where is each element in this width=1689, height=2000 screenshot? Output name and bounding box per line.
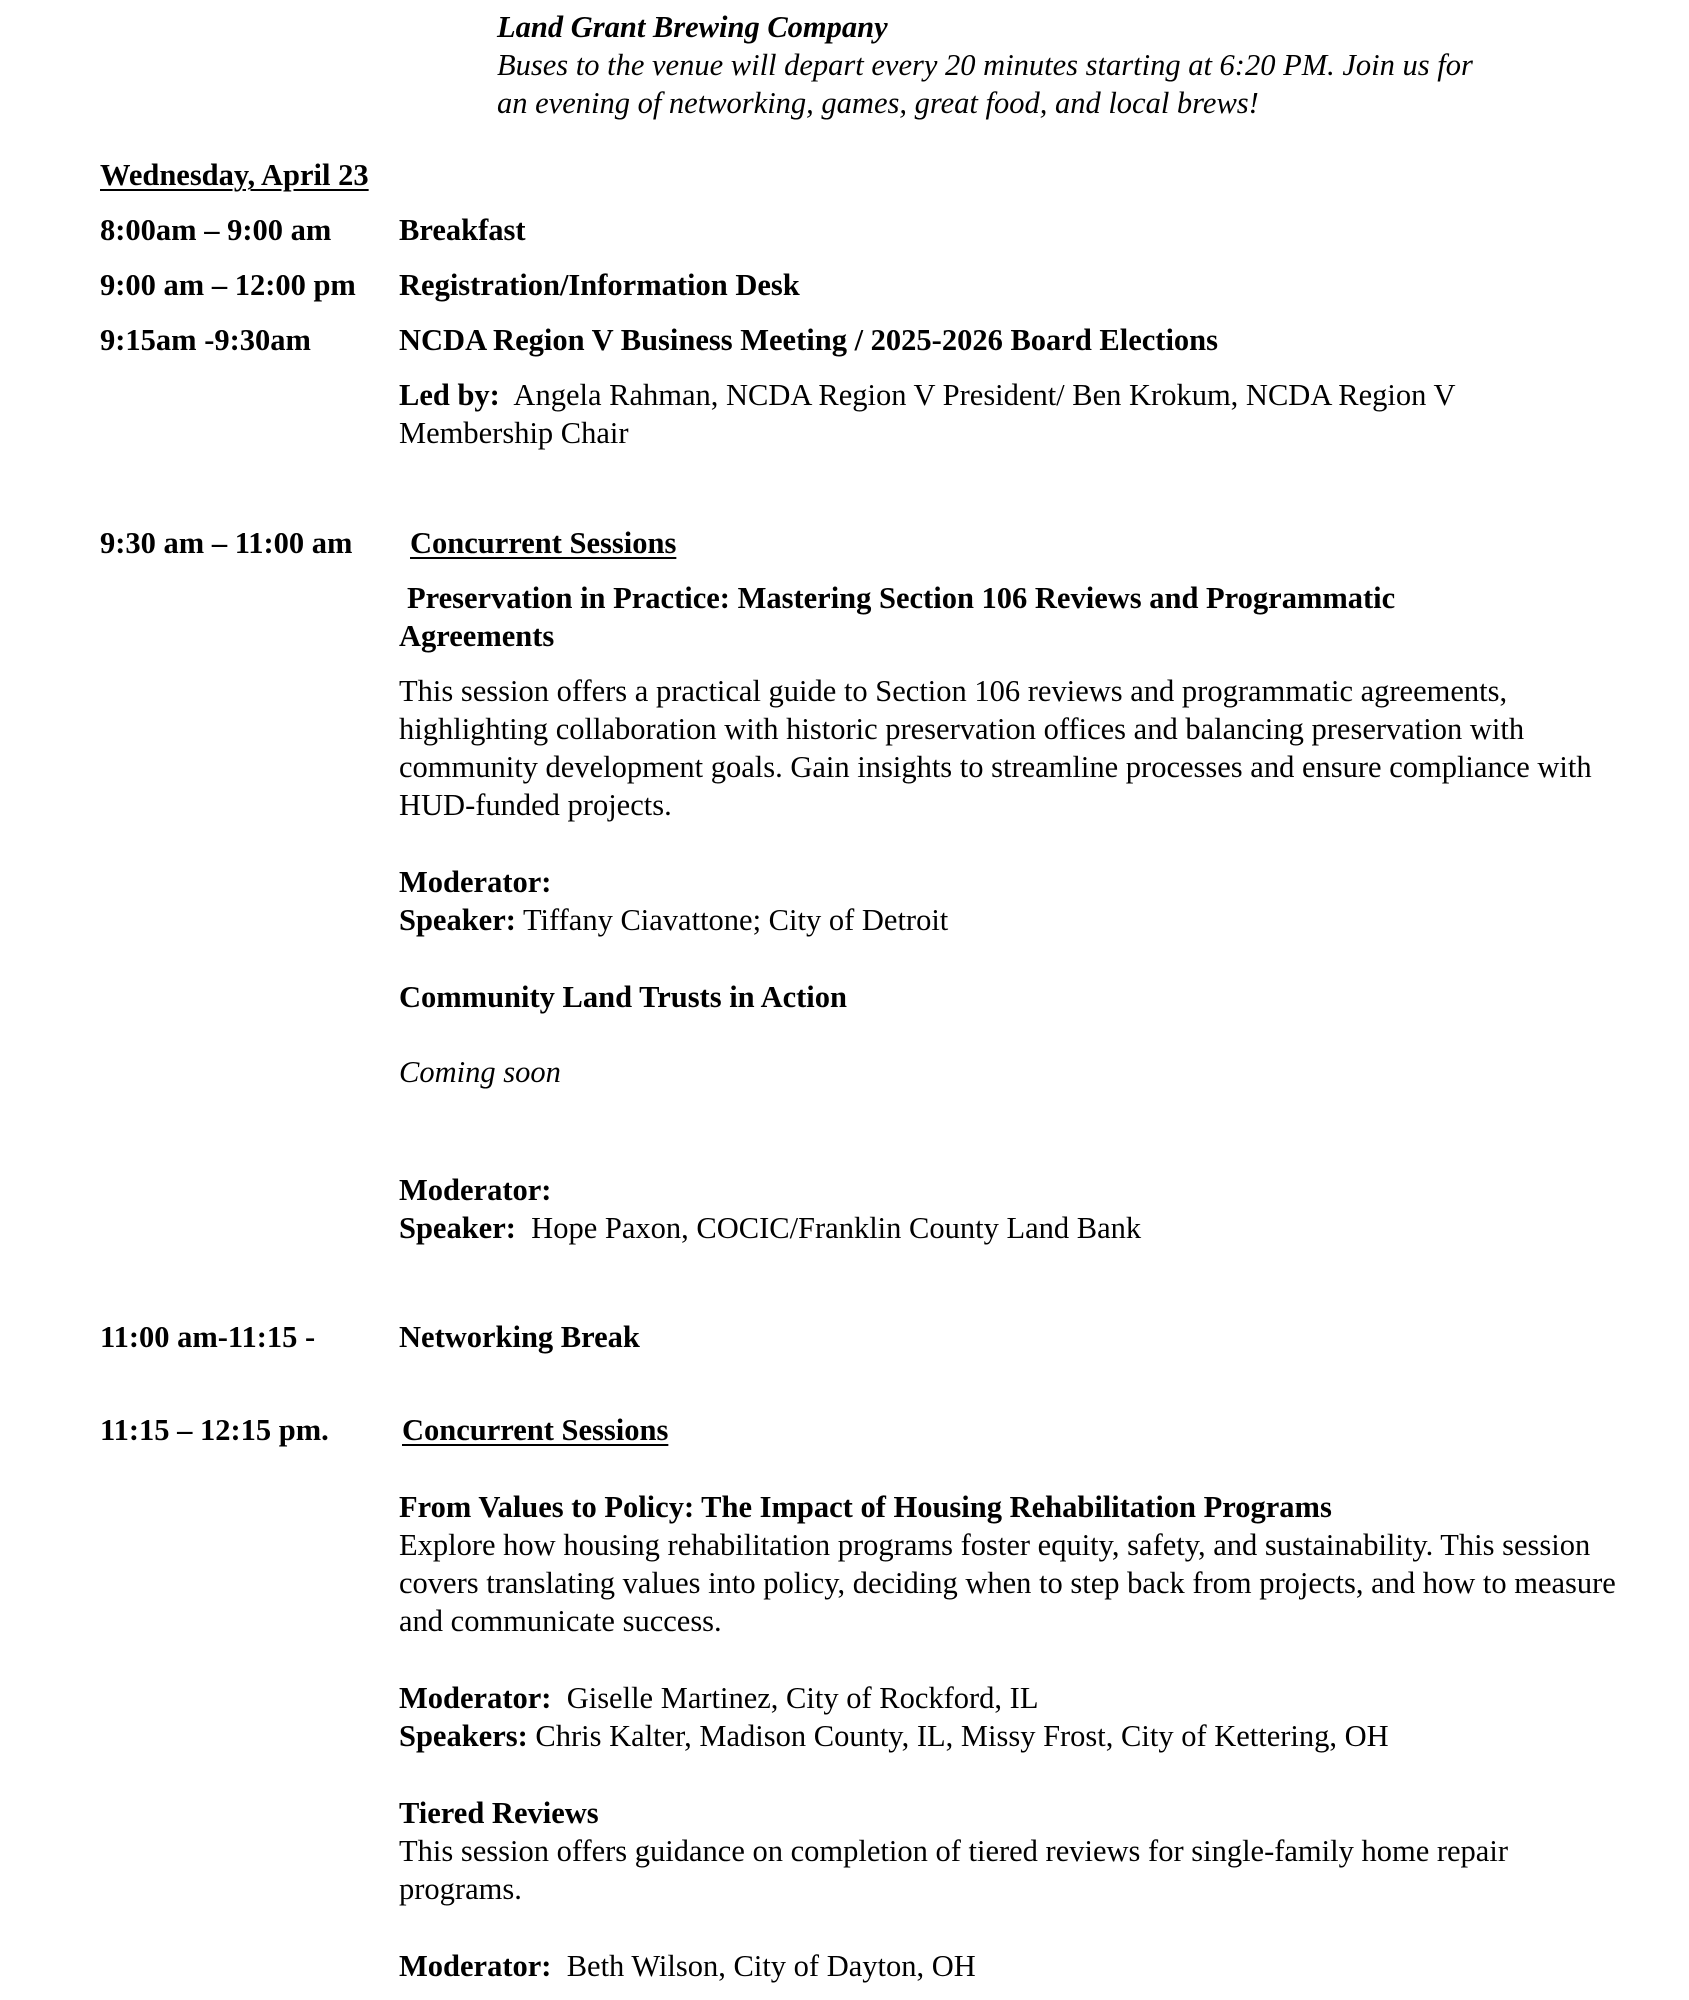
concurrent-sessions-heading: Concurrent Sessions (402, 1413, 669, 1447)
speaker-label: Speakers: (399, 1719, 528, 1753)
moderator-name: Beth Wilson, City of Dayton, OH (566, 1949, 976, 1983)
speaker-label: Speaker: (399, 903, 516, 937)
session-title: Preservation in Practice: Mastering Section 106 Reviews and Programmatic (407, 581, 1396, 615)
moderator-label: Moderator: (399, 865, 552, 899)
led-by-text: Angela Rahman, NCDA Region V President/ Ben Krokum, NCDA Region V (513, 378, 1456, 412)
schedule-title: Breakfast (399, 213, 526, 247)
moderator-line (399, 1679, 1038, 1717)
session-title: From Values to Policy: The Impact of Housing Rehabilitation Programs (399, 1490, 1332, 1524)
day-heading: Wednesday, April 23 (100, 158, 369, 192)
schedule-title: Registration/Information Desk (399, 268, 800, 302)
intro-line-2: an evening of networking, games, great food, and local brews! (497, 86, 1259, 120)
session-description: Explore how housing rehabilitation programs foster equity, safety, and sustainability. This session covers translating values into policy, deciding when to step back from projects, and how to measure and communicate success. (399, 1528, 1616, 1638)
schedule-time: 9:15am -9:30am (100, 323, 311, 357)
session-description: This session offers guidance on completion of tiered reviews for single-family home repair programs. (399, 1834, 1508, 1906)
schedule-time: 9:30 am – 11:00 am (100, 526, 353, 560)
schedule-title: Networking Break (399, 1320, 640, 1354)
schedule-time: 11:15 – 12:15 pm. (100, 1413, 329, 1447)
moderator-label: Moderator: (399, 1681, 552, 1715)
session-description: This session offers a practical guide to Section 106 reviews and programmatic agreements, highlighting collaboration with historic preservation offices and balancing preservation with community development goals. Gain insights to streamline processes and ensure compliance with HUD-funded projects. (399, 674, 1592, 822)
led-by-line (399, 376, 1456, 414)
speaker-line (399, 1209, 1141, 1247)
moderator-line (399, 1947, 976, 1985)
speaker-line (399, 901, 948, 939)
schedule-time: 11:00 am-11:15 - (100, 1320, 316, 1354)
session-title: Community Land Trusts in Action (399, 980, 847, 1014)
led-by-text-continued: Membership Chair (399, 416, 629, 450)
led-by-label: Led by: (399, 378, 500, 412)
concurrent-sessions-heading: Concurrent Sessions (410, 526, 677, 560)
session-title-continued: Agreements (399, 619, 555, 653)
intro-line-1: Buses to the venue will depart every 20 minutes starting at 6:20 PM. Join us for (497, 48, 1473, 82)
schedule-time: 8:00am – 9:00 am (100, 213, 332, 247)
speaker-name: Chris Kalter, Madison County, IL, Missy Frost, City of Kettering, OH (535, 1719, 1389, 1753)
session-description: Coming soon (399, 1055, 561, 1089)
venue-name: Land Grant Brewing Company (497, 10, 888, 44)
moderator-label: Moderator: (399, 1949, 552, 1983)
moderator-name: Giselle Martinez, City of Rockford, IL (566, 1681, 1039, 1715)
schedule-time: 9:00 am – 12:00 pm (100, 268, 356, 302)
speaker-label: Speaker: (399, 1211, 516, 1245)
schedule-title: NCDA Region V Business Meeting / 2025-2026 Board Elections (399, 323, 1219, 357)
speaker-line (399, 1717, 1389, 1755)
moderator-label: Moderator: (399, 1173, 552, 1207)
speaker-name: Hope Paxon, COCIC/Franklin County Land Bank (531, 1211, 1142, 1245)
speaker-name: Tiffany Ciavattone; City of Detroit (523, 903, 949, 937)
session-title: Tiered Reviews (399, 1796, 599, 1830)
